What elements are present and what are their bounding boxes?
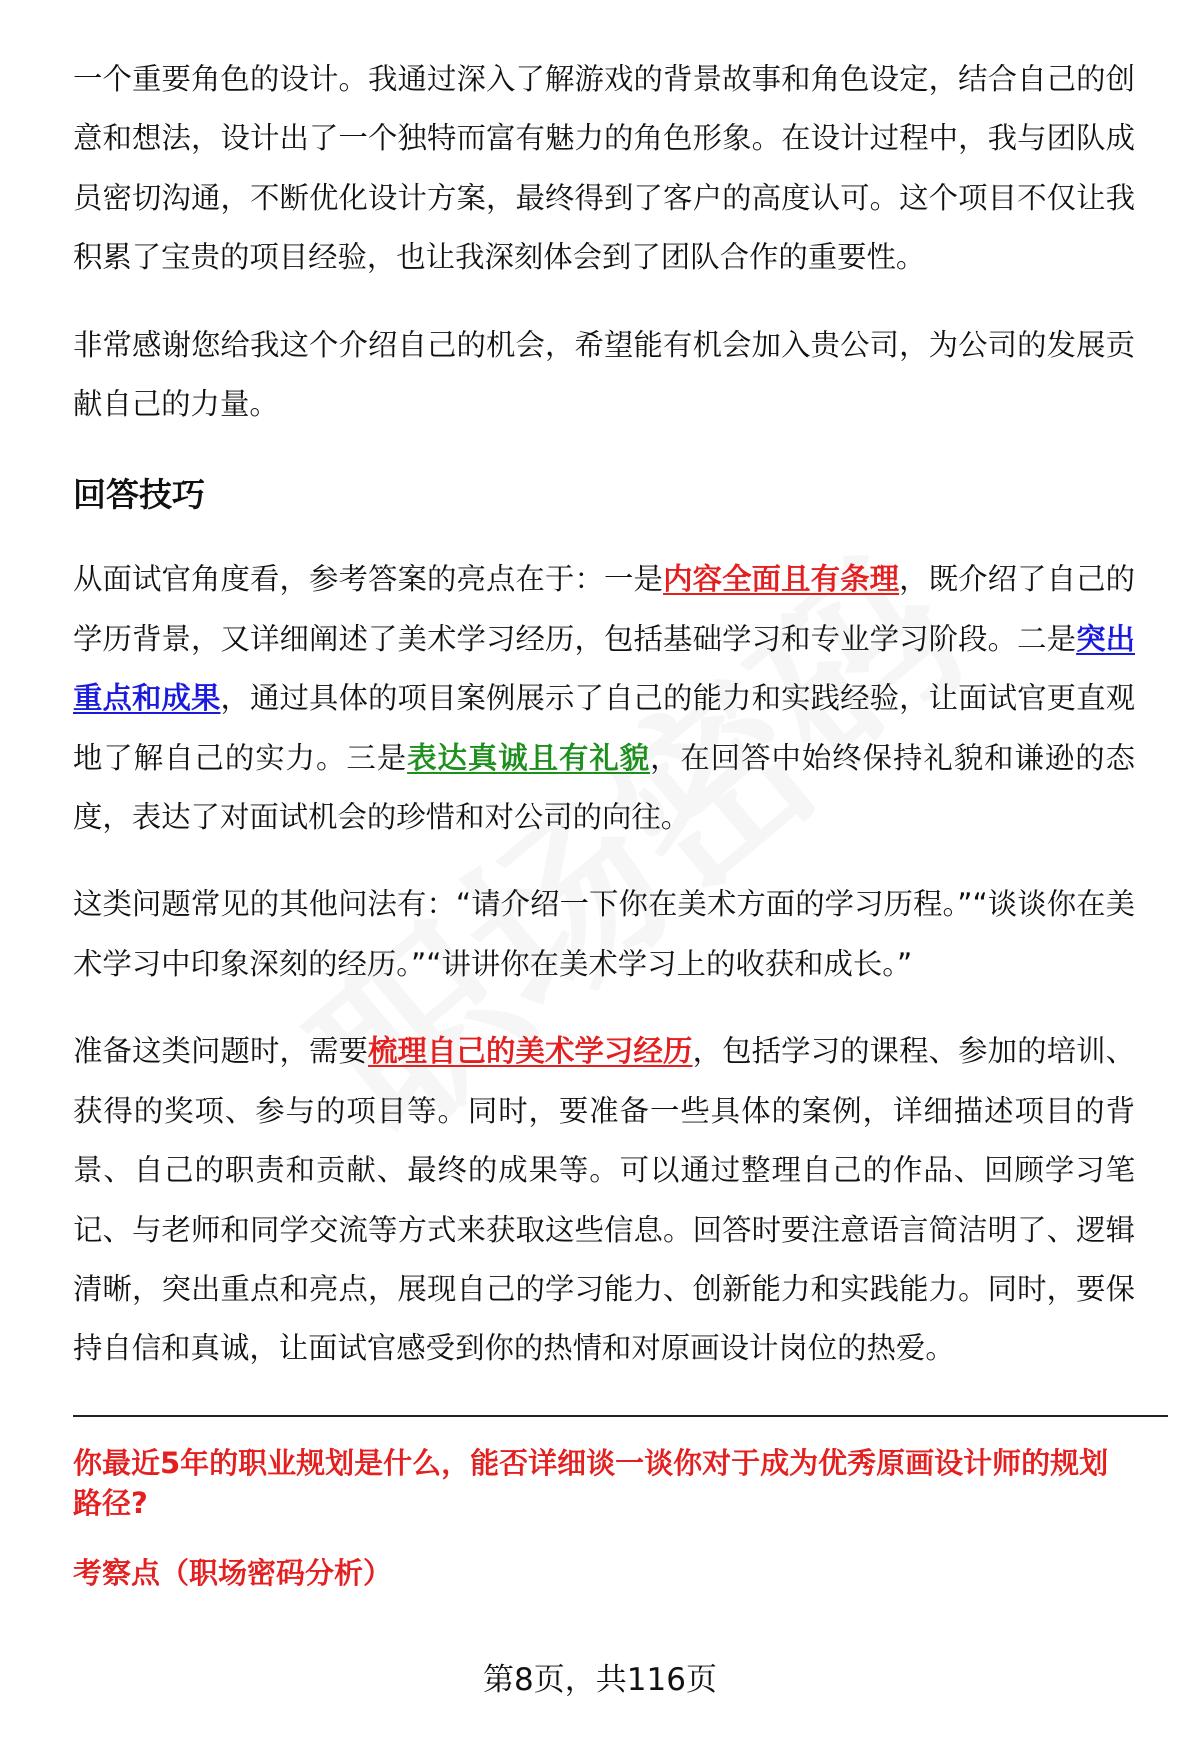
preparation-paragraph xyxy=(73,1022,1135,1378)
tips-paragraph xyxy=(73,550,1135,847)
highlight-sincere: 表达真诚且有礼貌 xyxy=(407,740,651,775)
text: ，既介绍了自己的学历背景，又详细阐述了美术学习经历，包括基础学习和专业学习阶段。二是 xyxy=(73,562,1136,656)
document-body xyxy=(73,50,1135,1593)
page-number: 第8页，共116页 xyxy=(483,1662,717,1698)
text: ，在回答中始终保持礼貌和谦逊的态度，表达了对面试机会的珍惜和对公司的向往。 xyxy=(73,740,1136,835)
highlight-comprehensive: 内容全面且有条理 xyxy=(663,562,900,597)
text: 从面试官角度看，参考答案的亮点在于：一是 xyxy=(73,562,664,597)
highlight-sort-experience: 梳理自己的美术学习经历 xyxy=(368,1034,693,1069)
divider xyxy=(73,1415,1168,1417)
text: ，包括学习的课程、参加的培训、获得的奖项、参与的项目等。同时，要准备一些具体的案例，详细描述项目的背景、自己的职责和贡献、最终的成果等。可以通过整理自己的作品、回顾学习笔记、与老师和同学交流等方式来获取这些信息。回答时要注意语言简洁明了、逻辑清晰，突出重点和亮点，展现自己的学习能力、创新能力和实践能力。同时，要保持自信和真诚，让面试官感受到你的热情和对原画设计岗位的热爱。 xyxy=(73,1034,1136,1366)
text: 准备这类问题时，需要 xyxy=(73,1034,369,1069)
section-heading: 回答技巧 xyxy=(73,475,205,515)
text: ，通过具体的项目案例展示了自己的能力和实践经验，让面试官更直观地了解自己的实力。三是 xyxy=(73,681,1135,775)
highlight-key-points: 突出重点和成果 xyxy=(73,621,1136,716)
analysis-label: 考察点（职场密码分析） xyxy=(73,1555,393,1590)
alt-questions-paragraph: 这类问题常见的其他问法有：“请介绍一下你在美术方面的学习历程。”“谈谈你在美术学习中印象深刻的经历。”“讲讲你在美术学习上的收获和成长。” xyxy=(73,887,1135,981)
answer-paragraph: 一个重要角色的设计。我通过深入了解游戏的背景故事和角色设定，结合自己的创意和想法，设计出了一个独特而富有魅力的角色形象。在设计过程中，我与团队成员密切沟通，不断优化设计方案，最终得到了客户的高度认可。这个项目不仅让我积累了宝贵的项目经验，也让我深刻体会到了团队合作的重要性。 xyxy=(73,62,1135,275)
closing-paragraph: 非常感谢您给我这个介绍自己的机会，希望能有机会加入贵公司，为公司的发展贡献自己的力量。 xyxy=(73,327,1135,422)
next-question-title: 你最近5年的职业规划是什么，能否详细谈一谈你对于成为优秀原画设计师的规划路径? xyxy=(73,1445,1109,1520)
